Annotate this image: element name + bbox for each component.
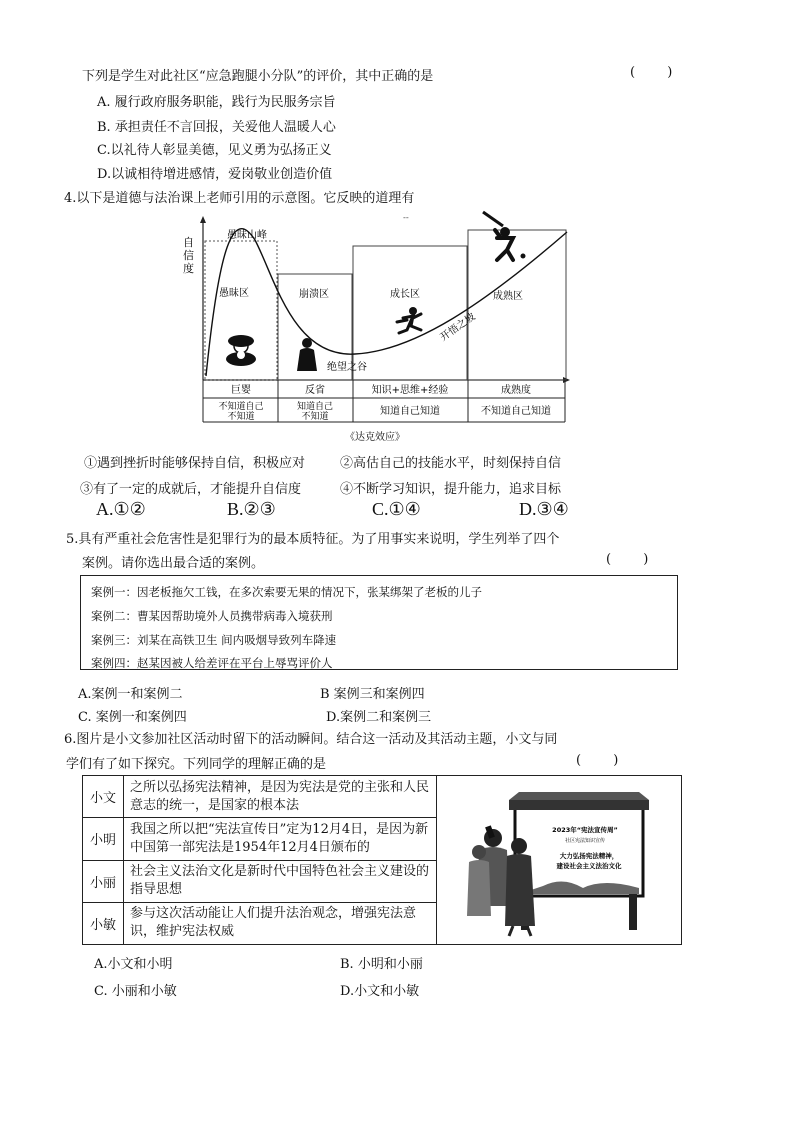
q4-stem: 4.以下是道德与法治课上老师引用的示意图。它反映的道理有 xyxy=(64,191,415,206)
q5-option-a: A.案例一和案例二 xyxy=(78,687,183,702)
q6-answer-bracket: ( ) xyxy=(576,753,633,768)
q4-option-c: C.①④ xyxy=(372,499,421,519)
q5-case-box xyxy=(80,575,678,670)
zone-box-4 xyxy=(468,230,566,380)
q6-option-b: B. 小明和小丽 xyxy=(340,957,423,972)
q3-answer-bracket: ( ) xyxy=(630,65,687,80)
board-roof xyxy=(509,800,649,810)
q5-option-d: D.案例二和案例三 xyxy=(326,710,432,725)
q3-option-b: B. 承担责任不言回报，关爱他人温暖人心 xyxy=(97,120,336,135)
q5-stem-line2: 案例。请你选出最合适的案例。 xyxy=(82,556,265,571)
q6-option-a: A.小文和小明 xyxy=(94,957,173,972)
board-line-2: 社区宪法知识宣传 xyxy=(564,838,606,844)
stage-row1-4: 成熟度 xyxy=(501,385,531,396)
q4-option-d: D.③④ xyxy=(519,499,569,519)
student-opinion: 参与这次活动能让人们提升法治观念，增强宪法意识，维护宪法权威 xyxy=(124,902,437,944)
stage-row2-2a: 知道自己 xyxy=(296,402,334,412)
zone-label-3: 成长区 xyxy=(390,289,420,300)
q6-opinion-table xyxy=(82,775,682,945)
student-opinion: 社会主义法治文化是新时代中国特色社会主义建设的指导思想 xyxy=(124,860,437,902)
zone-label-2: 崩溃区 xyxy=(299,289,329,300)
q3-option-d: D.以诚相待增进感情，爱岗敬业创造价值 xyxy=(97,167,333,182)
student-opinion: 我国之所以把“宪法宣传日”定为12月4日，是因为新中国第一部宪法是1954年12月4日颁布的 xyxy=(124,818,437,860)
board-line-4: 建设社会主义法治文化 xyxy=(556,862,622,870)
y-axis-label-3: 度 xyxy=(183,262,194,275)
peak-label: 愚昧山峰 xyxy=(227,230,267,241)
batter-icon xyxy=(483,212,526,260)
q4-option-a: A.①② xyxy=(96,499,146,519)
student-name: 小丽 xyxy=(83,860,124,902)
student-name: 小文 xyxy=(83,776,124,818)
q5-stem-line1: 5.具有严重社会危害性是犯罪行为的最本质特征。为了用事实来说明，学生列举了四个 xyxy=(66,532,560,547)
student-name: 小明 xyxy=(83,818,124,860)
stage-row2-3: 知道自己知道 xyxy=(380,406,440,417)
zone-label-1: 愚昧区 xyxy=(219,288,249,299)
stage-row2-1b: 不知道 xyxy=(227,412,255,422)
slope-label: 开悟之坡 xyxy=(438,311,478,344)
stage-row1-1: 巨婴 xyxy=(231,385,251,396)
stage-row1-3: 知识+思维+经验 xyxy=(371,385,449,396)
q5-option-b: B 案例三和案例四 xyxy=(320,687,425,702)
activity-photo-illustration xyxy=(443,776,673,940)
zone-label-4: 成熟区 xyxy=(493,291,523,302)
q3-stem: 下列是学生对此社区“应急跑腿小分队”的评价，其中正确的是 xyxy=(82,69,434,84)
q6-stem-line2: 学们有了如下探究。下列同学的理解正确的是 xyxy=(66,757,327,772)
case-3: 案例三：刘某在高铁卫生 间内吸烟导致列车降速 xyxy=(91,633,337,647)
board-line-1: 2023年“宪法宣传周” xyxy=(552,826,618,834)
board-post-right xyxy=(629,894,637,930)
runner-icon xyxy=(397,307,421,333)
y-axis-label-2: 信 xyxy=(183,249,194,262)
diagram-caption: 《达克效应》 xyxy=(345,432,405,443)
case-1: 案例一：因老板拖欠工钱，在多次索要无果的情况下，张某绑架了老板的儿子 xyxy=(91,585,482,599)
board-roof-top xyxy=(509,792,649,800)
student-name: 小敏 xyxy=(83,902,124,944)
dunning-kruger-diagram xyxy=(175,208,585,448)
stage-row1-2: 反省 xyxy=(305,385,325,396)
q3-option-a: A. 履行政府服务职能，践行为民服务宗旨 xyxy=(97,95,336,110)
board-line-3: 大力弘扬宪法精神， xyxy=(559,852,619,860)
q5-answer-bracket: ( ) xyxy=(606,552,663,567)
valley-label: 绝望之谷 xyxy=(327,362,367,373)
people-crowd-icon xyxy=(467,825,535,936)
y-axis-arrow xyxy=(200,216,206,223)
q6-option-d: D.小文和小敏 xyxy=(340,984,420,999)
q6-option-c: C. 小丽和小敏 xyxy=(94,984,177,999)
baby-icon xyxy=(226,335,256,366)
stage-row2-4: 不知道自己知道 xyxy=(481,406,551,417)
confidence-curve xyxy=(206,229,567,376)
stage-row2-2b: 不知道 xyxy=(301,412,329,422)
q4-statement-1: ①遇到挫折时能够保持自信，积极应对 xyxy=(84,456,306,471)
reflecting-person-icon xyxy=(297,338,317,371)
q4-statement-2: ②高估自己的技能水平，时刻保持自信 xyxy=(340,456,562,471)
q5-option-c: C. 案例一和案例四 xyxy=(78,710,187,725)
case-2: 案例二：曹某因帮助境外人员携带病毒入境获刑 xyxy=(91,609,333,623)
q6-stem-line1: 6.图片是小文参加社区活动时留下的活动瞬间。结合这一活动及其活动主题，小文与同 xyxy=(64,732,558,747)
table-row xyxy=(83,776,682,818)
q4-option-b: B.②③ xyxy=(227,499,276,519)
q4-statement-3: ③有了一定的成就后，才能提升自信度 xyxy=(80,482,302,497)
y-axis-label-1: 自 xyxy=(183,236,194,249)
stage-row2-1a: 不知道自己 xyxy=(218,402,264,412)
q4-statement-4: ④不断学习知识，提升能力，追求目标 xyxy=(340,482,562,497)
case-4: 案例四：赵某因被人给差评在平台上辱骂评价人 xyxy=(91,656,333,670)
q3-option-c: C.以礼待人彰显美德，见义勇为弘扬正义 xyxy=(97,143,332,158)
stray-mark: -- xyxy=(403,213,409,222)
student-opinion: 之所以弘扬宪法精神，是因为宪法是党的主张和人民意志的统一，是国家的根本法 xyxy=(124,776,437,818)
activity-photo xyxy=(437,776,682,945)
